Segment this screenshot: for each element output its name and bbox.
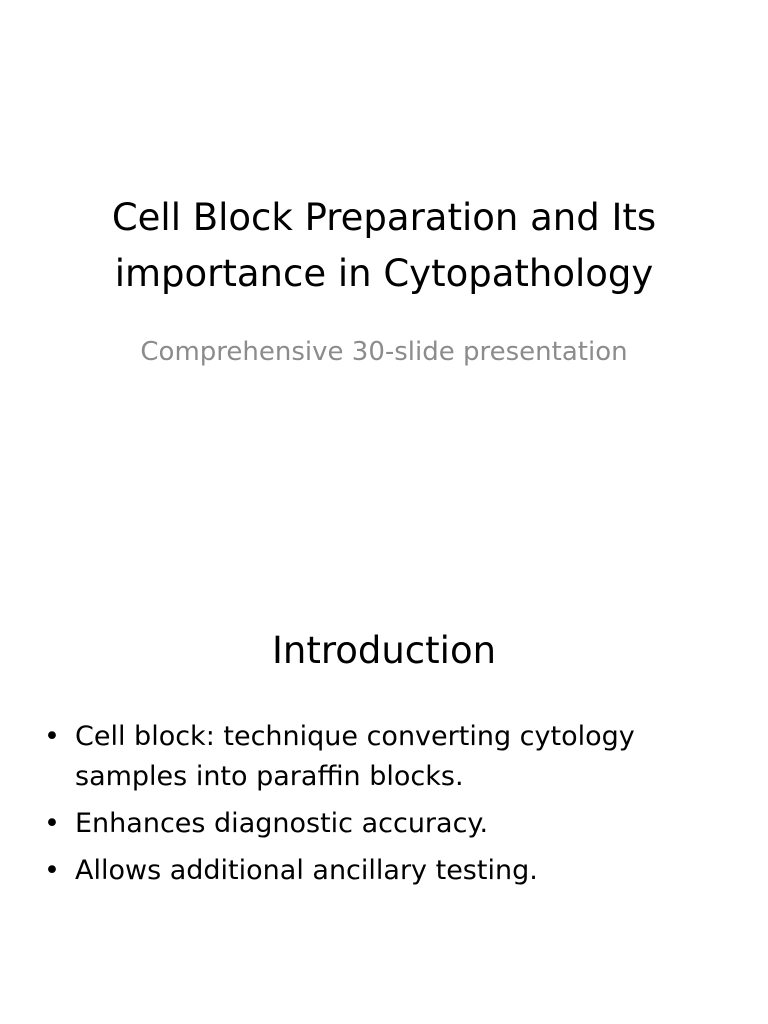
bullet-item bbox=[40, 804, 728, 844]
bullet-text: Enhances diagnostic accuracy. bbox=[75, 808, 489, 839]
bullet-item bbox=[40, 717, 728, 797]
introduction-slide bbox=[0, 512, 768, 1024]
bullet-marker: • bbox=[44, 855, 60, 886]
slide-heading: Introduction bbox=[271, 629, 497, 672]
presentation-title-line-1: Cell Block Preparation and Its bbox=[111, 196, 657, 239]
bullet-text-line-2: samples into paraffin blocks. bbox=[75, 761, 464, 792]
bullet-text: Allows additional ancillary testing. bbox=[75, 855, 538, 886]
presentation-title bbox=[40, 190, 728, 302]
presentation-subtitle: Comprehensive 30-slide presentation bbox=[140, 337, 628, 367]
bullet-text-line-1: Cell block: technique converting cytology bbox=[75, 721, 635, 752]
presentation-title-line-2: importance in Cytopathology bbox=[114, 252, 654, 295]
bullet-marker: • bbox=[44, 808, 60, 839]
bullet-marker: • bbox=[44, 721, 60, 752]
bullet-item bbox=[40, 851, 728, 891]
bullet-list bbox=[40, 717, 728, 898]
